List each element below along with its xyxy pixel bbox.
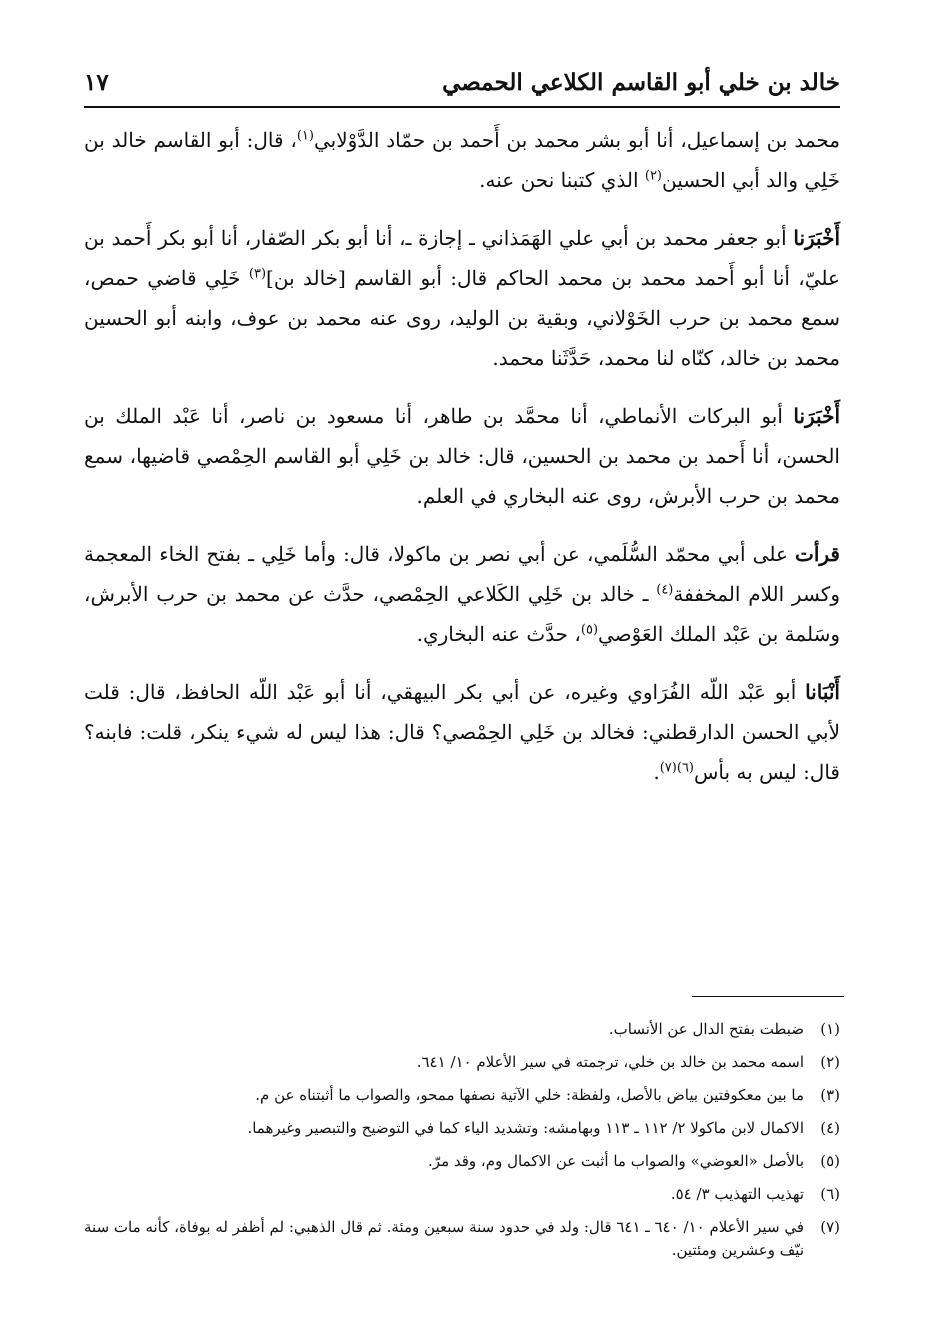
page-number: ١٧	[84, 68, 109, 96]
paragraph-text: ، قال: أبو القاسم خالد بن خَلِي والد أبي الحسين	[84, 128, 840, 192]
footnote	[84, 1150, 840, 1173]
paragraph	[84, 672, 840, 792]
paragraph-text: محمد بن إسماعيل، أنا أبو بشر محمد بن أَحمد بن حمّاد الدَّوْلابي	[313, 128, 841, 152]
footnote	[84, 1084, 840, 1107]
footnote-number: (٢)	[820, 1053, 840, 1071]
paragraph	[84, 218, 840, 378]
paragraph-text: ، حدَّث عنه البخاري.	[416, 622, 581, 646]
footnotes-list	[84, 1018, 840, 1272]
footnote-text: تهذيب التهذيب ٣/ ٥٤.	[670, 1185, 804, 1203]
footnote-text: ما بين معكوفتين بياض بالأصل، ولفظة: خلي الآتية نصفها ممحو، والصواب ما أثبتناه عن م.	[255, 1086, 804, 1104]
paragraph-text: على أبي محمّد السُّلَمي، عن أبي نصر بن ماكولا، قال: وأما خَلِي ـ بفتح الخاء المعجمة وكسر اللام المخففة	[84, 542, 840, 606]
footnote	[84, 1018, 840, 1041]
paragraph-lead-word: أَخْبَرَنا	[793, 226, 840, 250]
footnote-number: (٥)	[820, 1152, 840, 1170]
paragraph-text: ـ خالد بن خَلِي الكَلاعي الحِمْصي، حدَّث عن محمد بن حرب الأبرش، وسَلمة بن عَبْد الملك العَوْصي	[84, 582, 840, 646]
footnote-number: (٦)	[820, 1185, 840, 1203]
header-divider	[84, 106, 840, 108]
paragraph-lead-word: قرأت	[795, 542, 840, 566]
footnote-text: اسمه محمد بن خالد بن خلي، ترجمته في سير الأعلام ١٠/ ٦٤١.	[416, 1053, 804, 1071]
footnote-number: (١)	[820, 1020, 840, 1038]
paragraph-text: أبو جعفر محمد بن أبي علي الهَمَذاني ـ إجازة ـ، أنا أبو بكر الصّفار، أنا أبو بكر أَحمد بن عليّ، أنا أبو أَحمد محمد بن محمد الحاكم قال: أبو القاسم [خالد بن]	[84, 226, 840, 290]
paragraph-text: أبو البركات الأنماطي، أنا محمَّد بن طاهر، أنا مسعود بن ناصر، أنا عَبْد الملك بن الحسن، أنا أَحمد بن محمد بن الحسين، قال: خالد بن خَلِي أبو القاسم الحِمْصي قاضيها، سمع محمد بن حرب الأبرش، روى عنه البخاري في العلم.	[84, 404, 840, 508]
running-title: خالد بن خلي أبو القاسم الكلاعي الحمصي	[442, 68, 840, 96]
paragraph-text: أبو عَبْد اللّه الفُرَاوي وغيره، عن أبي بكر البيهقي، أنا أبو عَبْد اللّه الحافظ، قال: قلت لأبي الحسن الدارقطني: فخالد بن خَلِي الحِمْصي؟ قال: هذا ليس له شيء ينكر، قلت: فابنه؟ قال: ليس به بأس	[84, 680, 840, 784]
running-header	[84, 62, 840, 102]
paragraph	[84, 120, 840, 200]
footnote-ref: (٥)	[580, 622, 599, 638]
footnote-number: (٤)	[820, 1119, 840, 1137]
footnote	[84, 1183, 840, 1206]
paragraph	[84, 534, 840, 654]
footnote-text: الاكمال لابن ماكولا ٢/ ١١٢ ـ ١١٣ وبهامشه: وتشديد الياء كما في التوضيح والتبصير وغيرهما.	[247, 1119, 804, 1137]
footnote-text: ضبطت بفتح الدال عن الأنساب.	[608, 1020, 804, 1038]
footnote-ref: (٢)	[644, 168, 662, 184]
footnote	[84, 1117, 840, 1140]
footnote-ref: (١)	[296, 128, 314, 144]
footnote-ref: (٤)	[656, 582, 674, 598]
footnote-divider	[692, 996, 844, 997]
paragraph	[84, 396, 840, 516]
footnote-number: (٧)	[820, 1218, 840, 1236]
paragraph-lead-word: أَخْبَرَنا	[793, 404, 840, 428]
paragraph-text: الذي كتبنا نحن عنه.	[479, 168, 645, 192]
footnote-ref: (٣)	[248, 266, 267, 282]
paragraph-text: خَلِي قاضي حمص، سمع محمد بن حرب الخَوْلاني، وبقية بن الوليد، روى عنه محمد بن عوف، وابنه أبو الحسين محمد بن خالد، كنّاه لنا محمد، حَدَّثَنا محمد.	[84, 266, 841, 370]
footnote-ref: (٦)(٧)	[659, 760, 694, 776]
footnote-text: بالأصل «العوضي» والصواب ما أثبت عن الاكمال وم، وقد مرّ.	[428, 1152, 804, 1170]
paragraph-lead-word: أَنْبَانا	[805, 680, 840, 704]
paragraph-text: .	[653, 760, 660, 784]
footnote-number: (٣)	[820, 1086, 840, 1104]
footnote	[84, 1216, 840, 1262]
footnote-text: في سير الأعلام ١٠/ ٦٤٠ ـ ٦٤١ قال: ولد في حدود سنة سبعين ومئة. ثم قال الذهبي: لم أظفر له بوفاة، كأنه مات سنة نيّف وعشرين ومئتين.	[84, 1218, 804, 1259]
main-text	[84, 120, 840, 810]
footnote	[84, 1051, 840, 1074]
